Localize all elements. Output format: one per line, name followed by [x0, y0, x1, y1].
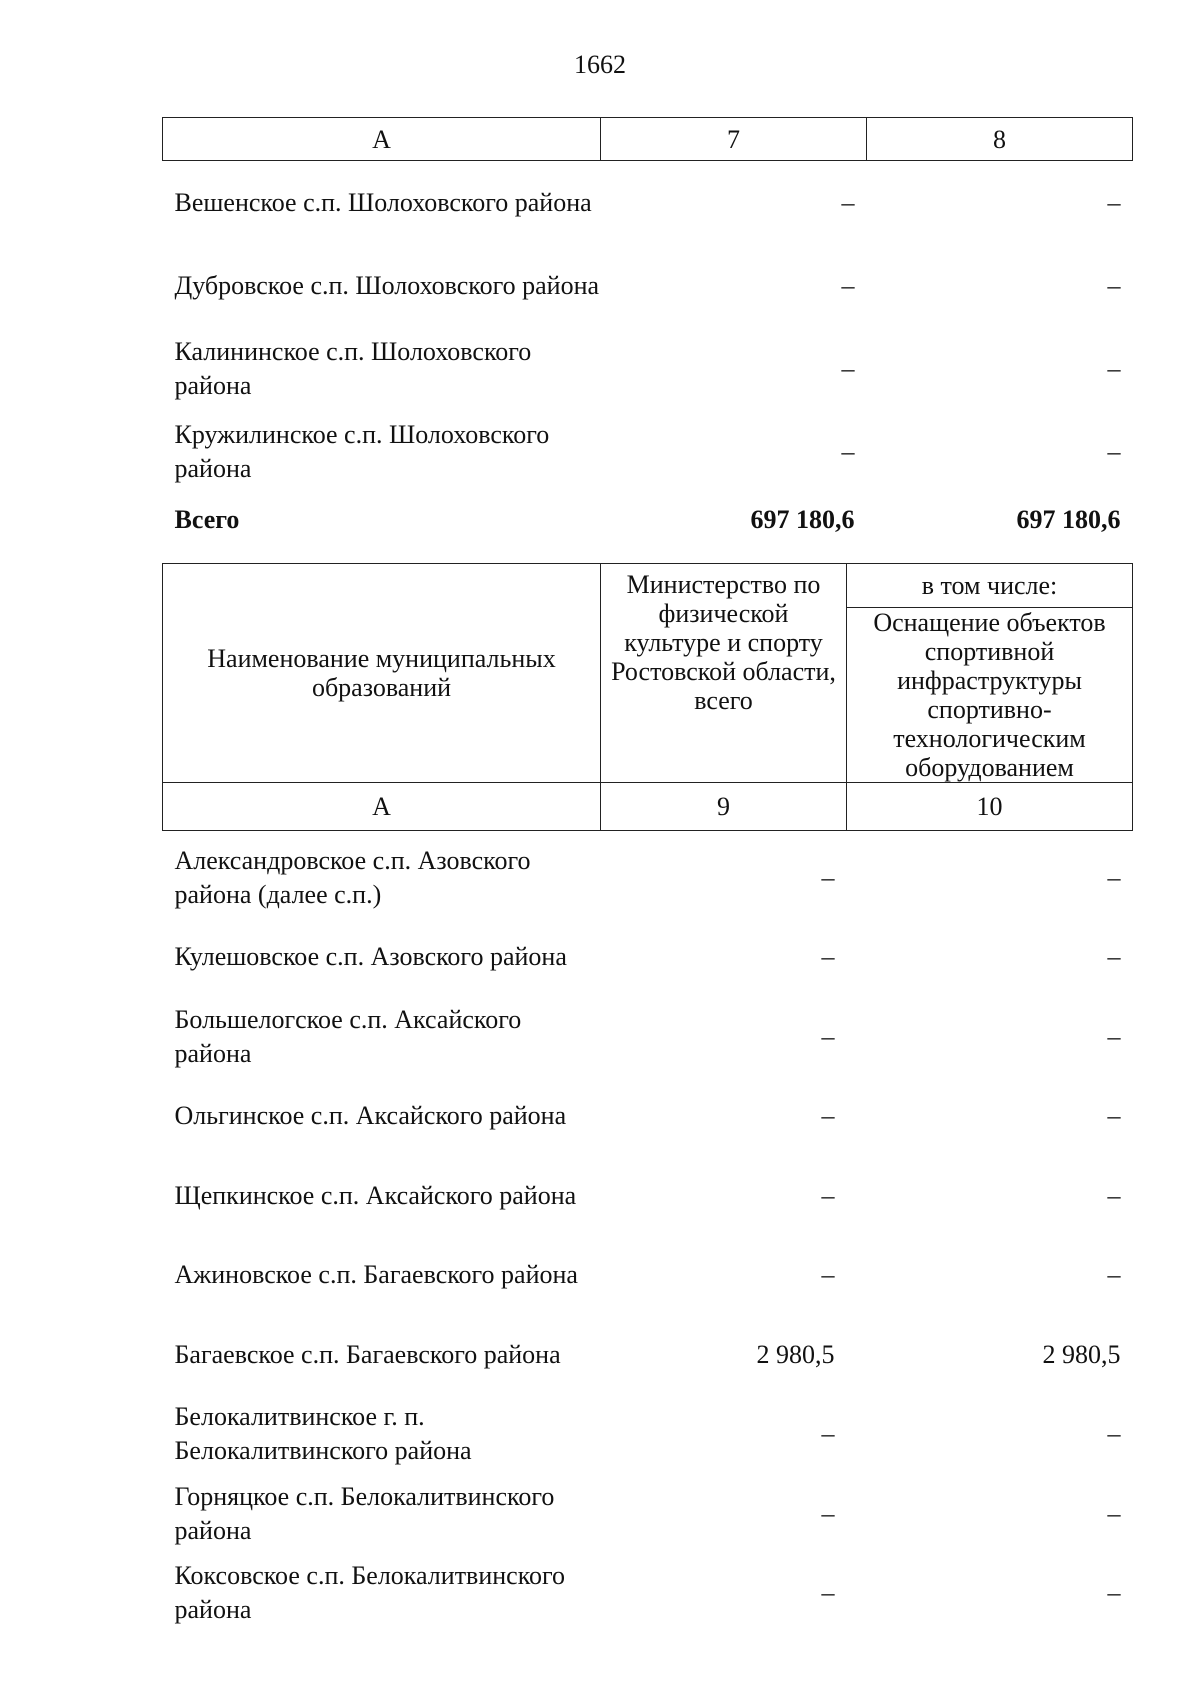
column-codes-row	[163, 118, 1133, 161]
total-col8: 697 180,6	[1016, 505, 1121, 534]
municipality-name: Ажиновское с.п. Багаевского района	[174, 1260, 578, 1290]
value-col10: –	[1107, 1101, 1121, 1131]
table-row	[163, 1554, 1133, 1634]
municipality-name: Александровское с.п. Азовского района (далее с.п.)	[174, 845, 531, 909]
value-col10: –	[1107, 1260, 1121, 1290]
value-col8: –	[1107, 187, 1121, 217]
column-code-8: 8	[867, 118, 1133, 161]
column-code-a: А	[163, 783, 601, 831]
table-bottom	[162, 563, 1133, 1633]
value-col10: –	[1107, 1578, 1121, 1608]
table-row	[163, 244, 1133, 327]
municipality-name: Горняцкое с.п. Белокалитвинского района	[174, 1481, 555, 1545]
municipality-name: Коксовское с.п. Белокалитвинского района	[174, 1561, 566, 1625]
municipality-name: Белокалитвинское г. п. Белокалитвинского района	[174, 1402, 472, 1466]
value-col8: –	[1107, 353, 1121, 383]
value-col9: –	[821, 942, 835, 972]
municipality-name: Ольгинское с.п. Аксайского района	[174, 1101, 567, 1131]
value-col9: –	[821, 1101, 835, 1131]
header-equipment: Оснащение объектов спортивной инфраструктуры спортивно-технологическим оборудованием	[847, 608, 1133, 783]
table-row	[163, 1236, 1133, 1316]
municipality-name: Кулешовское с.п. Азовского района	[174, 942, 567, 972]
table-row	[163, 1077, 1133, 1157]
table-row	[163, 1156, 1133, 1236]
table-row	[163, 831, 1133, 918]
value-col9: –	[821, 1578, 835, 1608]
column-codes-row	[163, 783, 1133, 831]
value-col10: –	[1107, 1419, 1121, 1449]
value-col9: –	[821, 1498, 835, 1528]
column-code-a: А	[163, 118, 601, 161]
header-row-1	[163, 564, 1133, 608]
total-col7: 697 180,6	[750, 505, 855, 534]
table-row	[163, 161, 1133, 245]
header-municipality: Наименование муниципальных образований	[163, 564, 601, 783]
value-col7: –	[841, 187, 855, 217]
value-col9: –	[821, 862, 835, 892]
table-top	[162, 117, 1133, 547]
municipality-name: Большелогское с.п. Аксайского района	[174, 1004, 522, 1068]
column-code-9: 9	[601, 783, 847, 831]
municipality-name: Щепкинское с.п. Аксайского района	[174, 1180, 577, 1210]
value-col10: –	[1107, 862, 1121, 892]
column-code-7: 7	[601, 118, 867, 161]
header-including: в том числе:	[847, 564, 1133, 608]
municipality-name: Дубровское с.п. Шолоховского района	[174, 270, 600, 300]
page-number: 1662	[574, 50, 626, 79]
value-col9: –	[821, 1419, 835, 1449]
value-col10: –	[1107, 942, 1121, 972]
table-row	[163, 1474, 1133, 1554]
value-col9: –	[821, 1021, 835, 1051]
table-row	[163, 1395, 1133, 1475]
municipality-name: Вешенское с.п. Шолоховского района	[174, 187, 592, 217]
municipality-name: Багаевское с.п. Багаевского района	[174, 1339, 561, 1369]
value-col9: –	[821, 1260, 835, 1290]
table-row	[163, 918, 1133, 998]
municipality-name: Кружилинское с.п. Шолоховского района	[174, 419, 550, 483]
value-col10: –	[1107, 1021, 1121, 1051]
column-code-10: 10	[847, 783, 1133, 831]
value-col7: –	[841, 353, 855, 383]
value-col9: –	[821, 1180, 835, 1210]
total-row	[163, 493, 1133, 547]
municipality-name: Калининское с.п. Шолоховского района	[174, 336, 532, 400]
value-col10: –	[1107, 1498, 1121, 1528]
table-row	[163, 410, 1133, 493]
table-row	[163, 327, 1133, 410]
table-row	[163, 1315, 1133, 1395]
value-col8: –	[1107, 270, 1121, 300]
value-col7: –	[841, 436, 855, 466]
value-col8: –	[1107, 436, 1121, 466]
value-col7: –	[841, 270, 855, 300]
table-row	[163, 997, 1133, 1077]
header-ministry-total: Министерство по физической культуре и спорту Ростовской области, всего	[601, 564, 847, 783]
value-col9: 2 980,5	[756, 1339, 835, 1369]
value-col10: 2 980,5	[1042, 1339, 1121, 1369]
total-label: Всего	[174, 505, 240, 534]
value-col10: –	[1107, 1180, 1121, 1210]
